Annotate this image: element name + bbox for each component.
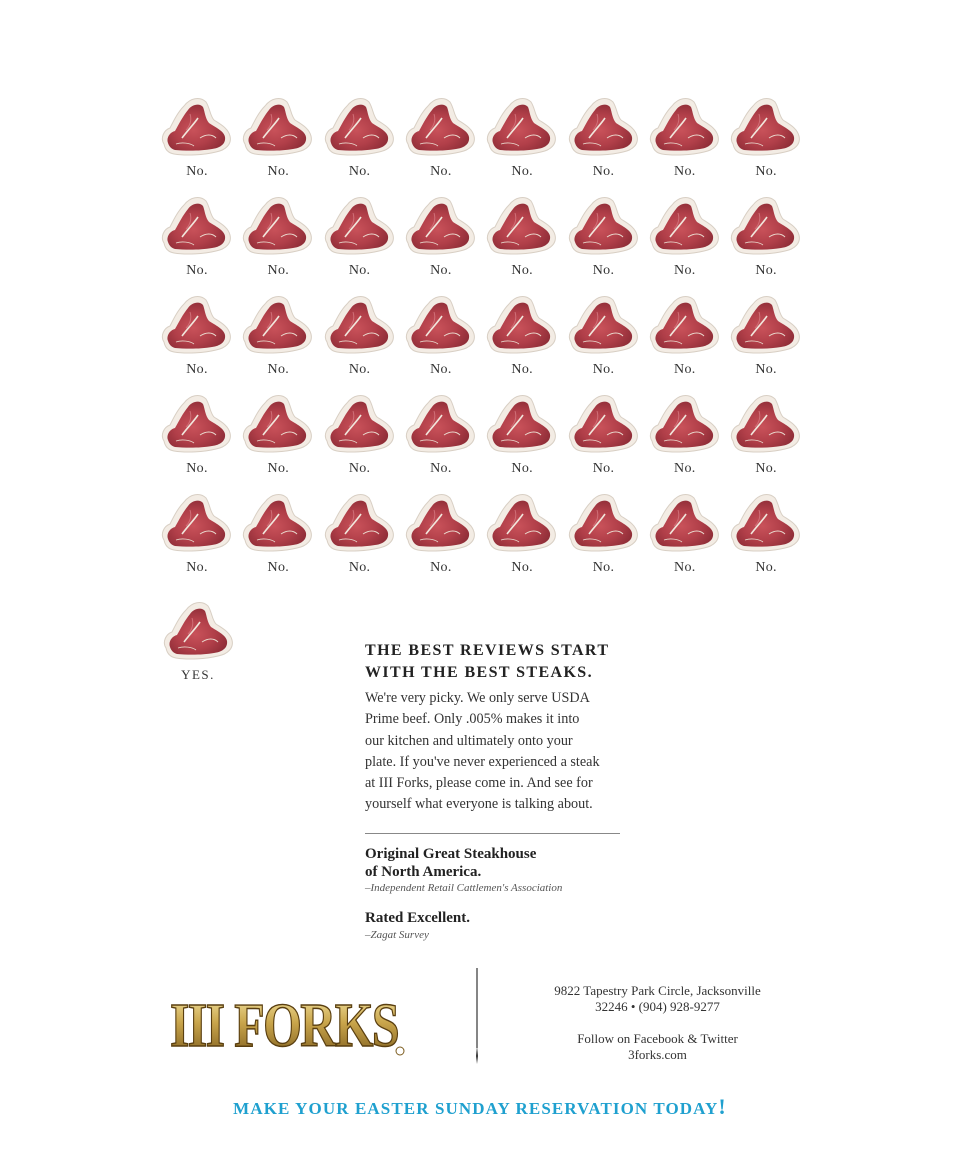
no-label: No.	[592, 362, 615, 377]
no-label: No.	[755, 164, 777, 179]
no-label: No.	[267, 461, 290, 476]
t-bone-steak-icon	[323, 292, 395, 356]
steak-item	[319, 92, 401, 188]
steak-item	[644, 92, 726, 188]
steak-item	[237, 389, 319, 485]
body-line: at III Forks, please come in. And see for	[365, 775, 593, 792]
body-line: Prime beef. Only .005% makes it into	[365, 711, 580, 728]
body-line: our kitchen and ultimately onto your	[365, 732, 573, 749]
no-label: No.	[511, 461, 533, 476]
no-label: No.	[348, 263, 371, 278]
t-bone-steak-icon	[485, 292, 557, 356]
steak-item	[156, 290, 238, 386]
steak-item	[725, 389, 807, 485]
t-bone-steak-icon	[648, 292, 720, 356]
t-bone-steak-icon	[160, 292, 232, 356]
body-text	[365, 688, 635, 816]
t-bone-steak-icon	[729, 292, 801, 356]
t-bone-steak-icon	[404, 193, 476, 257]
steak-item	[237, 191, 319, 287]
no-label: No.	[755, 560, 777, 575]
steak-item	[481, 290, 563, 386]
steak-item	[725, 488, 807, 584]
no-label: No.	[430, 461, 452, 476]
no-label: No.	[592, 461, 615, 476]
t-bone-steak-icon	[729, 490, 801, 554]
quote-line: of North America.	[365, 864, 482, 880]
no-label: No.	[511, 560, 533, 575]
t-bone-steak-icon	[404, 94, 476, 158]
steak-item	[725, 290, 807, 386]
t-bone-steak-icon	[567, 94, 639, 158]
t-bone-steak-icon	[162, 598, 234, 662]
no-label: No.	[430, 164, 452, 179]
headline-line-1: THE BEST REVIEWS START	[365, 642, 610, 659]
iii-forks-logo	[164, 978, 408, 1062]
body-line: We're very picky. We only serve USDA	[365, 690, 590, 706]
steak-item	[644, 389, 726, 485]
no-label: No.	[348, 461, 371, 476]
no-label: No.	[348, 362, 371, 377]
cta-exclaim: !	[718, 1094, 727, 1119]
t-bone-steak-icon	[241, 193, 313, 257]
no-label: No.	[511, 164, 533, 179]
steak-item	[725, 92, 807, 188]
steak-item	[563, 191, 645, 287]
quote-source: –Independent Retail Cattlemen's Association	[365, 882, 563, 894]
no-label: No.	[267, 164, 290, 179]
steak-item	[319, 191, 401, 287]
t-bone-steak-icon	[404, 292, 476, 356]
steak-item	[237, 92, 319, 188]
no-label: No.	[267, 560, 290, 575]
t-bone-steak-icon	[648, 193, 720, 257]
t-bone-steak-icon	[160, 193, 232, 257]
no-label: No.	[674, 263, 696, 278]
social-text: Follow on Facebook & Twitter	[577, 1031, 738, 1046]
no-label: No.	[267, 362, 290, 377]
steak-item	[400, 191, 482, 287]
no-label: No.	[348, 560, 371, 575]
t-bone-steak-icon	[485, 193, 557, 257]
vertical-divider	[476, 968, 478, 1064]
yes-label: YES.	[181, 667, 215, 682]
t-bone-steak-icon	[729, 94, 801, 158]
steak-item	[563, 488, 645, 584]
no-label: No.	[348, 164, 371, 179]
steak-item	[481, 92, 563, 188]
steak-item	[563, 92, 645, 188]
t-bone-steak-icon	[241, 94, 313, 158]
no-label: No.	[430, 263, 452, 278]
steak-item	[563, 290, 645, 386]
no-label: No.	[755, 263, 777, 278]
steak-item	[644, 191, 726, 287]
t-bone-steak-icon	[729, 193, 801, 257]
steak-item	[644, 488, 726, 584]
no-label: No.	[186, 560, 208, 575]
t-bone-steak-icon	[241, 391, 313, 455]
steak-item	[319, 290, 401, 386]
t-bone-steak-icon	[241, 292, 313, 356]
t-bone-steak-icon	[323, 391, 395, 455]
steak-item	[400, 389, 482, 485]
logo-wordmark: III FORKS	[170, 992, 398, 1060]
quote-line: Rated Excellent.	[365, 910, 470, 926]
no-label: No.	[592, 164, 615, 179]
ad-copy	[365, 640, 635, 816]
t-bone-steak-icon	[485, 94, 557, 158]
steak-item	[481, 389, 563, 485]
steak-item	[156, 389, 238, 485]
steak-item	[156, 488, 238, 584]
address-block	[530, 983, 785, 1015]
steak-item	[319, 488, 401, 584]
t-bone-steak-icon	[241, 490, 313, 554]
t-bone-steak-icon	[648, 391, 720, 455]
t-bone-steak-icon	[567, 391, 639, 455]
no-label: No.	[186, 164, 208, 179]
no-label: No.	[186, 461, 208, 476]
divider-rule	[365, 833, 620, 834]
website-link[interactable]: 3forks.com	[628, 1047, 687, 1062]
t-bone-steak-icon	[648, 490, 720, 554]
no-label: No.	[267, 263, 290, 278]
t-bone-steak-icon	[404, 391, 476, 455]
cta-text: MAKE YOUR EASTER SUNDAY RESERVATION TODAY	[233, 1099, 719, 1118]
t-bone-steak-icon	[567, 193, 639, 257]
accolade-quote	[365, 845, 562, 895]
steak-item	[237, 488, 319, 584]
no-label: No.	[430, 362, 452, 377]
steak-item	[156, 191, 238, 287]
address-line: 9822 Tapestry Park Circle, Jacksonville	[554, 983, 761, 998]
no-label: No.	[674, 560, 696, 575]
no-label: No.	[511, 362, 533, 377]
steak-item	[319, 389, 401, 485]
t-bone-steak-icon	[160, 490, 232, 554]
steak-item	[400, 488, 482, 584]
no-label: No.	[674, 362, 696, 377]
no-label: No.	[186, 362, 208, 377]
t-bone-steak-icon	[323, 193, 395, 257]
no-label: No.	[186, 263, 208, 278]
social-block	[530, 1031, 785, 1063]
body-line: yourself what everyone is talking about.	[365, 796, 593, 813]
steak-item	[481, 488, 563, 584]
t-bone-steak-icon	[567, 292, 639, 356]
headline	[365, 640, 635, 684]
headline-line-2: WITH THE BEST STEAKS.	[365, 664, 594, 681]
no-label: No.	[674, 164, 696, 179]
t-bone-steak-icon	[648, 94, 720, 158]
t-bone-steak-icon	[323, 94, 395, 158]
t-bone-steak-icon	[323, 490, 395, 554]
body-line: plate. If you've never experienced a steak	[365, 753, 600, 770]
steak-item	[644, 290, 726, 386]
no-label: No.	[430, 560, 452, 575]
t-bone-steak-icon	[729, 391, 801, 455]
t-bone-steak-icon	[567, 490, 639, 554]
yes-steak	[160, 596, 236, 692]
t-bone-steak-icon	[485, 490, 557, 554]
reservation-cta	[0, 1094, 960, 1120]
steak-item	[400, 92, 482, 188]
steak-item	[481, 191, 563, 287]
phone-line: 32246 • (904) 928-9277	[595, 999, 720, 1014]
t-bone-steak-icon	[485, 391, 557, 455]
no-label: No.	[592, 560, 615, 575]
steak-item	[156, 92, 238, 188]
accolade-quote	[365, 909, 470, 942]
t-bone-steak-icon	[160, 391, 232, 455]
no-label: No.	[674, 461, 696, 476]
steak-item	[237, 290, 319, 386]
no-label: No.	[511, 263, 533, 278]
steak-item	[400, 290, 482, 386]
quote-source: –Zagat Survey	[365, 929, 429, 941]
quote-line: Original Great Steakhouse	[365, 846, 537, 862]
t-bone-steak-icon	[404, 490, 476, 554]
no-label: No.	[592, 263, 615, 278]
no-label: No.	[755, 362, 777, 377]
steak-item	[725, 191, 807, 287]
t-bone-steak-icon	[160, 94, 232, 158]
no-label: No.	[755, 461, 777, 476]
steak-item	[563, 389, 645, 485]
